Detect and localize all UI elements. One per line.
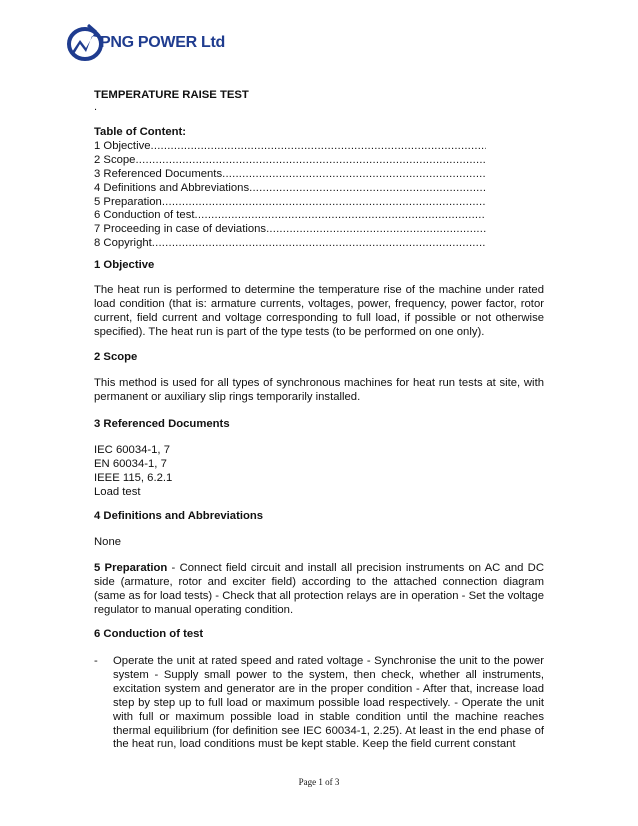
table-of-contents [94, 140, 486, 251]
title-mark: . [94, 101, 98, 113]
toc-item[interactable]: 8 Copyright ..... [94, 237, 486, 251]
referenced-list [94, 444, 544, 500]
referenced-item: IEEE 115, 6.2.1 [94, 471, 173, 484]
toc-item[interactable]: 2 Scope ..... [94, 154, 486, 168]
toc-item[interactable]: 7 Proceeding in case of deviations ..... [94, 223, 486, 237]
toc-item[interactable]: 1 Objective ..... [94, 140, 486, 154]
referenced-item: IEC 60034-1, 7 [94, 444, 170, 456]
objective-heading: 1 Objective [94, 259, 155, 271]
list-item: Operate the unit at rated speed and rated voltage - Synchronise the unit to the power system - Supply small power to the system, then check, whether all instruments, excitation system and generator are in the proper condition - After that, increase load step by step up to full load or maximum possible load respectively. - Operate the unit with full or maximum possible load in stable condition until the machine reaches thermal equilibrium (for definition see IEC 60034-1, 2.25). At least in the end phase of the heat run, load conditions must be kept stable. Keep the field current constant [113, 655, 544, 751]
toc-item[interactable]: 3 Referenced Documents ..... [94, 168, 486, 182]
scope-heading: 2 Scope [94, 351, 138, 363]
toc-heading: Table of Content: [94, 126, 187, 138]
preparation-heading: 5 Preparation [94, 562, 168, 574]
objective-body: The heat run is performed to determine the temperature rise of the machine under rated load condition (that is: armature currents, voltages, power, frequency, power factor, rotor current, field current and voltage corresponding to full load, if possible or not otherwise specified). The heat run is part of the type tests (to be performed on one only). [94, 284, 544, 338]
definitions-body: None [94, 536, 122, 548]
referenced-item: Load test [94, 485, 141, 498]
conduction-heading: 6 Conduction of test [94, 628, 204, 640]
toc-item[interactable]: 6 Conduction of test ..... [94, 209, 486, 223]
page-number: Page 1 of 3 [298, 777, 340, 787]
company-logo [66, 22, 226, 66]
document-title: TEMPERATURE RAISE TEST [94, 89, 249, 101]
referenced-heading: 3 Referenced Documents [94, 418, 230, 430]
preparation-paragraph [94, 562, 544, 618]
list-bullet: - [94, 655, 98, 667]
toc-item[interactable]: 4 Definitions and Abbreviations ..... [94, 182, 486, 196]
scope-body: This method is used for all types of synchronous machines for heat run tests at site, with permanent or auxiliary slip rings temporarily installed. [94, 377, 544, 403]
company-name: PNG POWER Ltd [100, 34, 225, 51]
preparation-body: - Connect field circuit and install all precision instruments on AC and DC side (armature, rotor and exciter field) according to the attached connection diagram (same as for load tests) - Check that all protection relays are in operation - Set the voltage regulator to manual operating condition. [94, 562, 544, 616]
definitions-heading: 4 Definitions and Abbreviations [94, 510, 264, 522]
toc-item[interactable]: 5 Preparation ..... [94, 196, 486, 210]
referenced-item: EN 60034-1, 7 [94, 457, 167, 470]
